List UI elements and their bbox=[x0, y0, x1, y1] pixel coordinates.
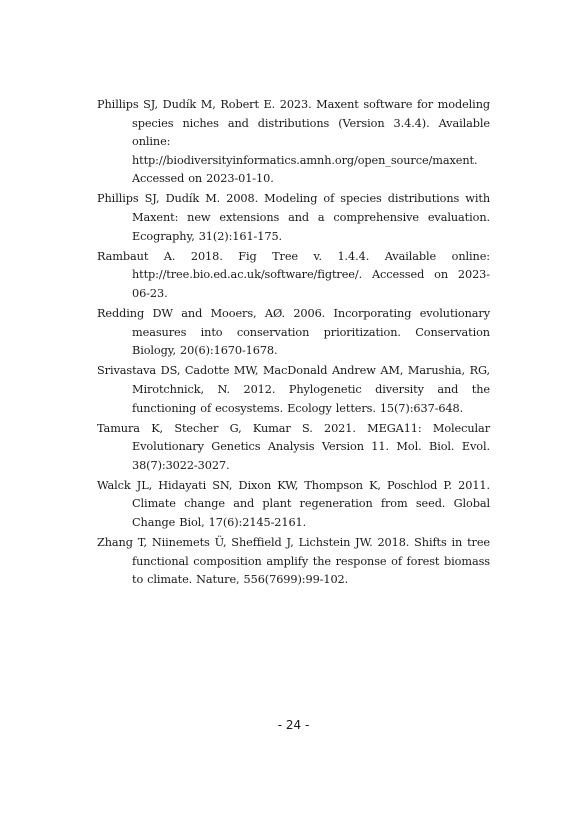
reference-list bbox=[97, 96, 490, 591]
reference-item: Redding DW and Mooers, AØ. 2006. Incorporating evolutionary measures into conservation prioritization. Conservation Biology, 20(6):1670-1678. bbox=[97, 307, 490, 358]
reference-item: Phillips SJ, Dudík M. 2008. Modeling of species distributions with Maxent: new extensions and a comprehensive evaluation. Ecography, 31(2):161-175. bbox=[97, 192, 490, 243]
page-number: - 24 - bbox=[277, 718, 310, 732]
reference-item: Phillips SJ, Dudík M, Robert E. 2023. Maxent software for modeling species niches and distributions (Version 3.4.4). Available online: http://biodiversityinformatics.amnh.org/open_source/maxent. Accessed on 2023-01-10. bbox=[97, 98, 490, 186]
reference-item: Rambaut A. 2018. Fig Tree v. 1.4.4. Available online: http://tree.bio.ed.ac.uk/software/figtree/. Accessed on 2023-06-23. bbox=[97, 249, 490, 300]
reference-item: Walck JL, Hidayati SN, Dixon KW, Thompson K, Poschlod P. 2011. Climate change and plant regeneration from seed. Global Change Biol, 17(6):2145-2161. bbox=[97, 478, 490, 530]
reference-item: Srivastava DS, Cadotte MW, MacDonald Andrew AM, Marushia, RG, Mirotchnick, N. 2012. Phylogenetic diversity and the functioning of ecosystems. Ecology letters. 15(7):637-648. bbox=[97, 364, 490, 415]
reference-item: Tamura K, Stecher G, Kumar S. 2021. MEGA11: Molecular Evolutionary Genetics Analysis Version 11. Mol. Biol. Evol. 38(7):3022-3027. bbox=[97, 421, 490, 472]
reference-item: Zhang T, Niinemets Ü, Sheffield J, Lichstein JW. 2018. Shifts in tree functional composition amplify the response of forest biomass to climate. Nature, 556(7699):99-102. bbox=[97, 536, 490, 587]
